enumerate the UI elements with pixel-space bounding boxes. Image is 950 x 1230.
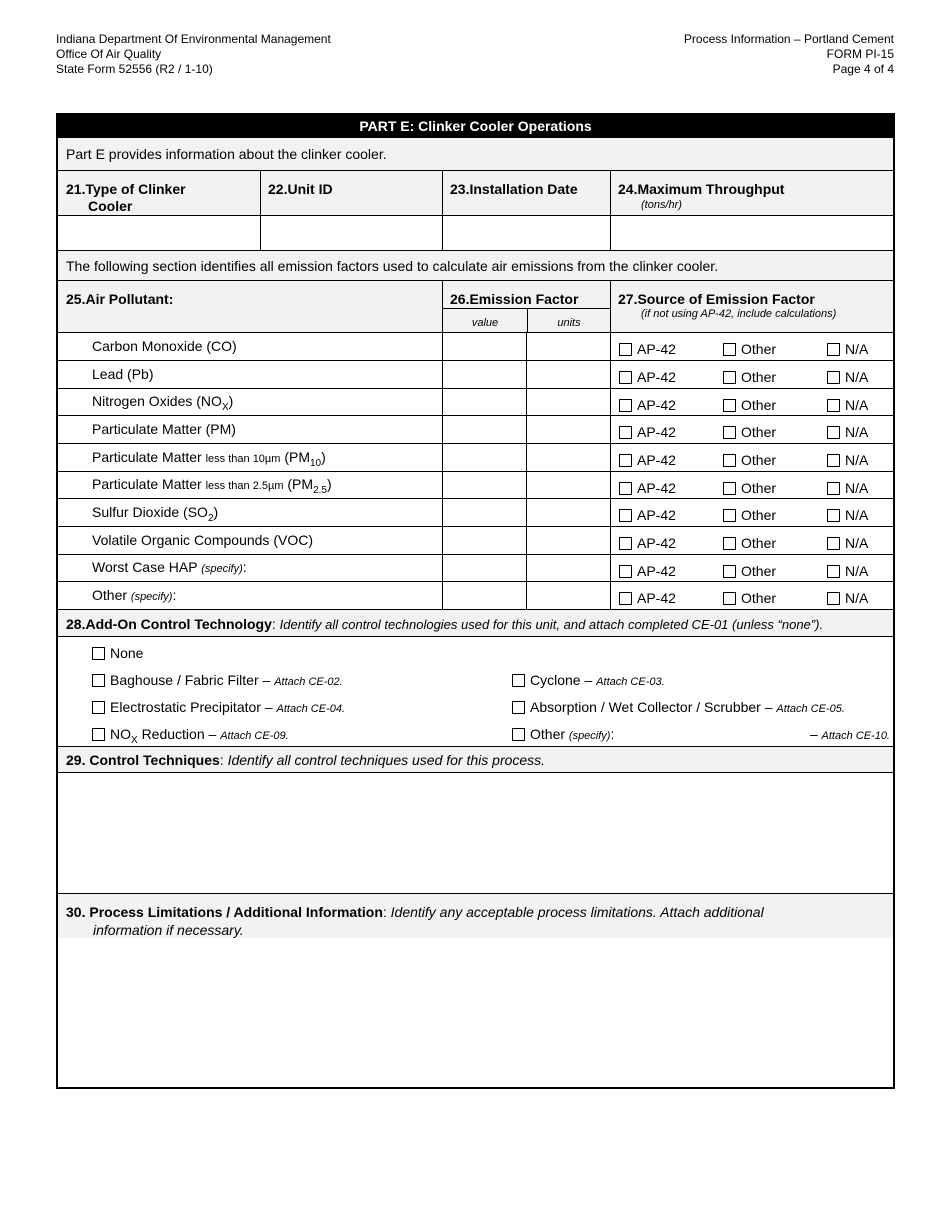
dash: – (584, 672, 593, 688)
emission-value-input[interactable] (442, 444, 526, 471)
emissions-header (58, 281, 893, 333)
checkbox[interactable] (92, 701, 105, 714)
source-other-option[interactable] (723, 535, 776, 551)
form-id: FORM PI-15 (826, 47, 894, 61)
control-tech-header (58, 610, 893, 637)
pollutant-name (92, 587, 176, 603)
checkbox[interactable] (723, 509, 736, 522)
agency-name: Indiana Department Of Environmental Management (56, 32, 331, 46)
part-intro: Part E provides information about the clinker cooler. (66, 146, 387, 162)
document-title: Process Information – Portland Cement (683, 32, 894, 46)
control-techniques-label: Control Techniques (89, 752, 220, 768)
control-other-option[interactable] (512, 726, 614, 742)
checkbox[interactable] (619, 399, 632, 412)
emission-units-input[interactable] (526, 416, 610, 443)
option-label: N/A (845, 424, 869, 440)
field-24-unit: (tons/hr) (641, 199, 682, 211)
pollutant-name (92, 393, 233, 413)
source-ap42-option[interactable] (619, 341, 676, 357)
emissions-intro: The following section identifies all emission factors used to calculate air emissions from the clinker cooler. (66, 258, 719, 274)
control-techniques-number: 29. (66, 752, 86, 768)
checkbox[interactable] (92, 728, 105, 741)
option-label: N/A (845, 563, 869, 579)
option-label: Other (741, 424, 777, 440)
emission-value-input[interactable] (442, 416, 526, 443)
option-label: AP-42 (637, 563, 676, 579)
pollutant-name: Lead (Pb) (92, 366, 154, 382)
checkbox[interactable] (619, 565, 632, 578)
pollutant-name (92, 559, 247, 575)
pollutant-row-co (58, 333, 893, 361)
pollutant-name-text: Worst Case HAP (92, 559, 198, 575)
option-label: N/A (845, 507, 869, 523)
emission-units-input[interactable] (526, 389, 610, 415)
option-label: AP-42 (637, 424, 676, 440)
emission-units-input[interactable] (526, 361, 610, 388)
source-other-option[interactable] (723, 369, 776, 385)
field-24-label (610, 171, 893, 215)
control-techniques-instructions: Identify all control techniques used for this process. (227, 752, 546, 768)
field-23-text: Installation Date (469, 181, 578, 197)
source-na-option[interactable] (827, 480, 868, 496)
control-none-option[interactable] (92, 645, 143, 661)
source-ap42-option[interactable] (619, 563, 676, 579)
pollutant-row-pm10 (58, 444, 893, 472)
dash: – (208, 726, 217, 742)
checkbox[interactable] (827, 343, 840, 356)
attach-note: Attach CE-03. (596, 676, 665, 688)
source-other-option[interactable] (723, 480, 776, 496)
checkbox[interactable] (827, 537, 840, 550)
checkbox[interactable] (512, 701, 525, 714)
control-tech-number: 28. (66, 616, 86, 632)
emission-units-input[interactable] (526, 582, 610, 609)
option-label: Baghouse / Fabric Filter (110, 672, 259, 688)
pollutant-row-pm25 (58, 472, 893, 499)
emission-units-input[interactable] (526, 499, 610, 526)
option-label: AP-42 (637, 397, 676, 413)
option-label: Other (530, 726, 566, 742)
field-24-input[interactable] (610, 216, 893, 250)
option-label: N/A (845, 452, 869, 468)
control-esp-option[interactable] (92, 699, 345, 715)
field-21-input[interactable] (58, 216, 260, 250)
office-name: Office Of Air Quality (56, 47, 162, 61)
source-na-option[interactable] (827, 424, 868, 440)
pollutant-name-text: Particulate Matter (92, 476, 202, 492)
emission-units-input[interactable] (526, 527, 610, 554)
option-label: Other (741, 452, 777, 468)
source-na-option[interactable] (827, 535, 868, 551)
option-label: Other (741, 590, 777, 606)
checkbox[interactable] (619, 343, 632, 356)
pollutant-name-text: Sulfur Dioxide (SO (92, 504, 208, 520)
emission-value-input[interactable] (442, 472, 526, 498)
source-ap42-option[interactable] (619, 507, 676, 523)
source-na-option[interactable] (827, 397, 868, 413)
col-25-label: Air Pollutant: (85, 291, 174, 307)
limitations-number: 30. (66, 904, 86, 920)
control-absorption-option[interactable] (512, 699, 845, 715)
control-techniques-header (58, 747, 893, 773)
dash: – (264, 699, 273, 715)
checkbox[interactable] (827, 482, 840, 495)
source-other-option[interactable] (723, 452, 776, 468)
colon: : (242, 559, 247, 575)
pollutant-name (92, 449, 326, 469)
option-subscript: X (131, 734, 138, 746)
checkbox[interactable] (619, 482, 632, 495)
pollutant-name-close: ) (213, 504, 219, 520)
colon: : (610, 726, 615, 742)
limitations-instructions-line2: information if necessary. (93, 922, 244, 938)
checkbox[interactable] (723, 426, 736, 439)
specify-note: (specify) (130, 591, 173, 603)
unit-fields-inputs (58, 216, 893, 251)
pollutant-name: Particulate Matter (PM) (92, 421, 236, 437)
checkbox[interactable] (723, 343, 736, 356)
part-intro-row (58, 138, 893, 171)
source-other-option[interactable] (723, 563, 776, 579)
control-other-attach (810, 726, 890, 742)
emission-value-input[interactable] (442, 499, 526, 526)
field-21-label (58, 171, 260, 215)
page-header-left (56, 32, 331, 77)
attach-note: Attach CE-05. (776, 703, 845, 715)
option-label: AP-42 (637, 369, 676, 385)
checkbox[interactable] (723, 565, 736, 578)
col-26-label: Emission Factor (469, 291, 579, 307)
pollutant-row-nox (58, 389, 893, 416)
source-na-option[interactable] (827, 341, 868, 357)
source-other-option[interactable] (723, 397, 776, 413)
control-techniques-input[interactable] (58, 773, 893, 894)
control-nox-reduction-option[interactable] (92, 726, 289, 746)
col-27-label: Source of Emission Factor (637, 291, 815, 307)
pollutant-row-hap (58, 555, 893, 582)
emission-value-input[interactable] (442, 333, 526, 360)
checkbox[interactable] (619, 454, 632, 467)
col-25-number: 25. (66, 291, 86, 307)
field-21-text-line2: Cooler (88, 198, 133, 214)
option-label: Other (741, 507, 777, 523)
checkbox[interactable] (723, 592, 736, 605)
pollutant-abbrev: (PM (287, 476, 314, 492)
option-label: AP-42 (637, 452, 676, 468)
option-label: Other (741, 341, 777, 357)
pollutant-name (92, 504, 218, 524)
source-na-option[interactable] (827, 369, 868, 385)
control-tech-heading: 28.Add-On Control Technology: Identify all control technologies used for this unit, and attach completed CE-01 (unless “none”). (66, 616, 824, 632)
attach-note: Attach CE-09. (220, 730, 289, 742)
checkbox[interactable] (619, 371, 632, 384)
emission-value-input[interactable] (442, 527, 526, 554)
option-label: Absorption / Wet Collector / Scrubber (530, 699, 761, 715)
field-22-label (260, 171, 442, 215)
state-form-number: State Form 52556 (R2 / 1-10) (56, 62, 213, 76)
colon: : (172, 587, 177, 603)
checkbox[interactable] (619, 592, 632, 605)
pollutant-row-voc (58, 527, 893, 555)
limitations-header (58, 894, 893, 938)
option-label: AP-42 (637, 480, 676, 496)
source-ap42-option[interactable] (619, 369, 676, 385)
option-label: NO (110, 726, 131, 742)
emission-units-input[interactable] (526, 555, 610, 581)
option-label-suffix: Reduction (141, 726, 205, 742)
control-baghouse-option[interactable] (92, 672, 343, 688)
option-label: N/A (845, 369, 869, 385)
checkbox[interactable] (92, 647, 105, 660)
pollutant-name-close: ) (321, 449, 326, 465)
pollutant-subscript: 10 (310, 457, 322, 469)
source-other-option[interactable] (723, 507, 776, 523)
option-label: AP-42 (637, 590, 676, 606)
option-label: AP-42 (637, 341, 676, 357)
source-na-option[interactable] (827, 563, 868, 579)
field-22-input[interactable] (260, 216, 442, 250)
checkbox[interactable] (827, 454, 840, 467)
field-21-text: Type of Clinker (85, 181, 186, 197)
option-label: AP-42 (637, 535, 676, 551)
control-tech-label: Add-On Control Technology (85, 616, 272, 632)
checkbox[interactable] (827, 426, 840, 439)
col-27-header (610, 281, 893, 332)
source-ap42-option[interactable] (619, 590, 676, 606)
pollutant-name-close: ) (326, 476, 332, 492)
field-24-number: 24. (618, 181, 638, 197)
source-ap42-option[interactable] (619, 452, 676, 468)
pollutant-name: Volatile Organic Compounds (VOC) (92, 532, 313, 548)
pollutant-name (92, 476, 332, 496)
emission-value-input[interactable] (442, 389, 526, 415)
col-26-number: 26. (450, 291, 470, 307)
pollutant-row-lead (58, 361, 893, 389)
limitations-input[interactable] (58, 938, 893, 1087)
source-ap42-option[interactable] (619, 535, 676, 551)
checkbox[interactable] (512, 674, 525, 687)
checkbox[interactable] (827, 592, 840, 605)
source-other-option[interactable] (723, 590, 776, 606)
specify-note: (specify) (201, 563, 243, 575)
limitations-heading: 30. Process Limitations / Additional Information: Identify any acceptable process limitations. Attach additional information if necessary. (66, 904, 764, 938)
field-22-number: 22. (268, 181, 288, 197)
field-21-number: 21. (66, 181, 86, 197)
checkbox[interactable] (619, 426, 632, 439)
option-label: N/A (845, 341, 869, 357)
col-27-number: 27. (618, 291, 638, 307)
control-tech-options (58, 637, 893, 747)
emission-units-input[interactable] (526, 444, 610, 471)
control-techniques-heading: 29. Control Techniques: Identify all control techniques used for this process. (66, 752, 546, 768)
emissions-intro-row (58, 251, 893, 281)
limitations-label: Process Limitations / Additional Information (89, 904, 383, 920)
pollutant-subscript: 2 (207, 512, 214, 524)
col-26-header (442, 281, 610, 332)
pollutant-size-note: less than 10µm (205, 453, 281, 465)
pollutant-name: Carbon Monoxide (CO) (92, 338, 237, 354)
source-na-option[interactable] (827, 590, 868, 606)
checkbox[interactable] (827, 371, 840, 384)
attach-note: Attach CE-02. (274, 676, 343, 688)
checkbox[interactable] (827, 509, 840, 522)
attach-note: Attach CE-10. (821, 730, 890, 742)
option-label: None (110, 645, 144, 661)
option-label: N/A (845, 535, 869, 551)
option-label: Electrostatic Precipitator (110, 699, 261, 715)
source-ap42-option[interactable] (619, 397, 676, 413)
option-label: Other (741, 563, 777, 579)
emission-value-input[interactable] (442, 582, 526, 609)
source-ap42-option[interactable] (619, 480, 676, 496)
pollutant-name-close: ) (228, 393, 234, 409)
pollutant-row-other (58, 582, 893, 610)
field-23-input[interactable] (442, 216, 610, 250)
checkbox[interactable] (723, 371, 736, 384)
pollutant-subscript: 2.5 (313, 484, 327, 496)
checkbox[interactable] (619, 509, 632, 522)
source-na-option[interactable] (827, 507, 868, 523)
col-27-note: (if not using AP-42, include calculations) (641, 308, 837, 320)
col-26-value-label: value (471, 317, 499, 329)
source-other-option[interactable] (723, 341, 776, 357)
limitations-instructions: Identify any acceptable process limitations. Attach additional (390, 904, 764, 920)
pollutant-row-so2 (58, 499, 893, 527)
field-23-number: 23. (450, 181, 470, 197)
field-24-text: Maximum Throughput (637, 181, 785, 197)
control-tech-instructions: Identify all control technologies used for this unit, and attach completed CE-01 (unless “none”). (279, 617, 824, 632)
option-label: Other (741, 397, 777, 413)
option-label: Other (741, 369, 777, 385)
checkbox[interactable] (619, 537, 632, 550)
checkbox[interactable] (723, 482, 736, 495)
option-label: N/A (845, 480, 869, 496)
checkbox[interactable] (827, 399, 840, 412)
checkbox[interactable] (723, 454, 736, 467)
col-25-header (58, 281, 442, 332)
pollutant-size-note: less than 2.5µm (205, 480, 284, 492)
option-label: AP-42 (637, 507, 676, 523)
checkbox[interactable] (723, 537, 736, 550)
option-label: Other (741, 535, 777, 551)
pollutant-row-pm (58, 416, 893, 444)
part-title: PART E: Clinker Cooler Operations (58, 115, 893, 138)
emission-units-input[interactable] (526, 333, 610, 360)
form-part-e (56, 113, 895, 1089)
pollutant-name-text: Nitrogen Oxides (NO (92, 393, 222, 409)
attach-note: Attach CE-04. (276, 703, 346, 715)
source-other-option[interactable] (723, 424, 776, 440)
dash: – (764, 699, 773, 715)
page-header-right (684, 32, 894, 77)
option-label: Cyclone (530, 672, 581, 688)
dash: – (809, 726, 818, 742)
specify-note: (specify) (568, 730, 611, 742)
pollutant-abbrev: (PM (284, 449, 310, 465)
unit-fields-header (58, 171, 893, 216)
emission-value-input[interactable] (442, 555, 526, 581)
source-na-option[interactable] (827, 452, 868, 468)
field-23-label (442, 171, 610, 215)
source-ap42-option[interactable] (619, 424, 676, 440)
emission-units-input[interactable] (526, 472, 610, 498)
dash: – (262, 672, 271, 688)
checkbox[interactable] (723, 399, 736, 412)
pollutant-name-text: Other (92, 587, 128, 603)
option-label: N/A (845, 397, 869, 413)
checkbox[interactable] (92, 674, 105, 687)
pollutant-subscript: X (221, 401, 229, 413)
option-label: Other (741, 480, 777, 496)
emission-value-input[interactable] (442, 361, 526, 388)
option-label: N/A (845, 590, 869, 606)
col-26-units-label: units (557, 317, 581, 329)
page-number: Page 4 of 4 (832, 62, 894, 76)
pollutant-name-text: Particulate Matter (92, 449, 202, 465)
control-cyclone-option[interactable] (512, 672, 665, 688)
checkbox[interactable] (512, 728, 525, 741)
checkbox[interactable] (827, 565, 840, 578)
field-22-text: Unit ID (287, 181, 333, 197)
